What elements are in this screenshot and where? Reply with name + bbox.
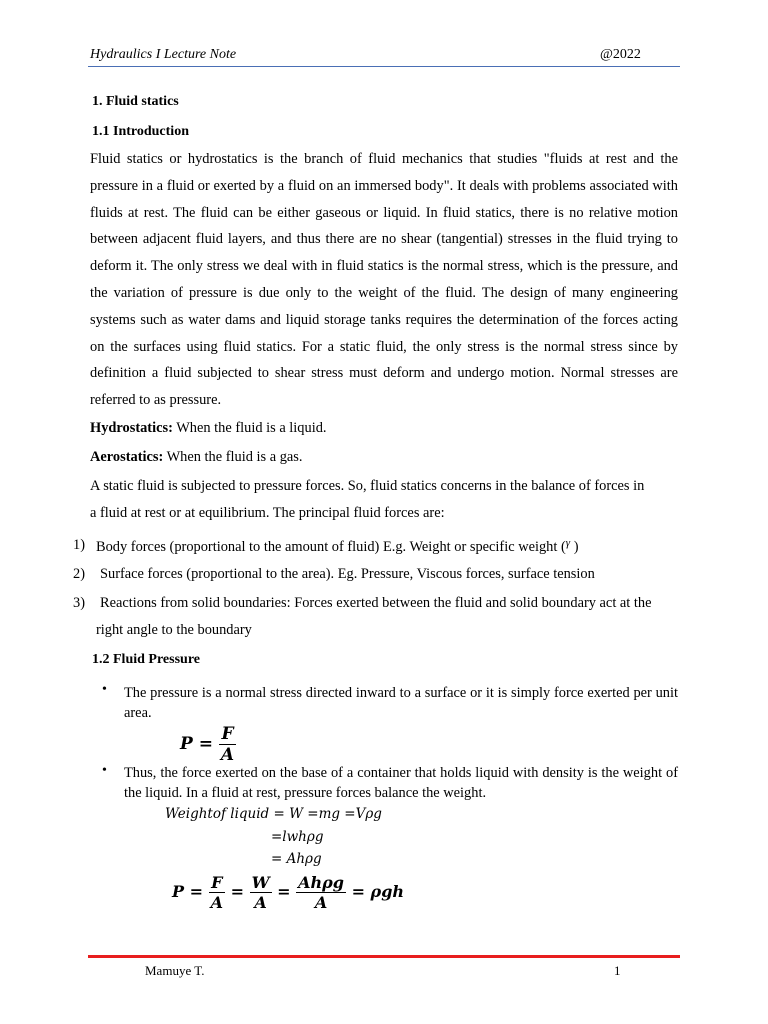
eq-numerator-f: F	[221, 724, 234, 744]
aerostatics-definition	[90, 449, 302, 466]
list-item-surface-forces: Surface forces (proportional to the area). Eg. Pressure, Viscous forces, surface tension	[100, 566, 595, 582]
eq-numerator-ahrg: Ahρg	[298, 873, 344, 892]
intro-paragraph: Fluid statics or hydrostatics is the branch of fluid mechanics that studies "fluids at rest and the pressure in a fluid or exerted by a fluid on an immersed body". It deals with problems associated with fluids at rest. The fluid can be either gaseous or liquid. In fluid statics, there is no relative motion between adjacent fluid layers, and thus there are no shear (tangential) stresses in the fluid trying to deform it. The only stress we deal with in fluid statics is the normal stress, which is the pressure, and the variation of pressure is due only to the weight of the fluid. The design of many engineering systems such as water dams and liquid storage tanks requires the determination of the forces acting on the surfaces using fluid statics. For a static fluid, the only stress is the normal stress since by definition a fluid subjected to shear stress must deform and undergo motion. Normal stresses are referred to as pressure.	[90, 151, 678, 409]
list-item-body-forces	[96, 537, 579, 556]
list-item-reactions-cont: right angle to the boundary	[96, 622, 252, 638]
list-item-reactions: Reactions from solid boundaries: Forces exerted between the fluid and solid boundary act at the	[100, 595, 652, 611]
equation-weight-line-2: =lwhρg	[271, 829, 324, 845]
header-divider	[88, 66, 680, 67]
eq-denominator-a: A	[210, 893, 224, 912]
eq-equals: =	[189, 882, 204, 901]
fluid-pressure-heading: 1.2 Fluid Pressure	[92, 652, 200, 667]
intro-heading: 1.1 Introduction	[92, 124, 189, 139]
list-number: 1)	[73, 537, 85, 553]
aerostatics-text: When the fluid is a gas.	[163, 449, 303, 465]
aerostatics-term: Aerostatics:	[90, 449, 164, 465]
eq-denominator-a: A	[296, 892, 346, 912]
list-number: 2)	[73, 566, 85, 582]
eq-denominator-a: A	[250, 892, 272, 912]
bullet-icon: •	[102, 682, 107, 697]
eq-equals: =	[277, 882, 291, 901]
footer-divider	[88, 955, 680, 958]
header-date: @2022	[600, 47, 641, 62]
hydrostatics-term: Hydrostatics:	[90, 420, 173, 436]
equation-weight-line-3: = Ahρg	[271, 851, 322, 867]
bullet-text-1: The pressure is a normal stress directed inward to a surface or it is simply force exerted per unit area.	[124, 685, 678, 721]
equation-weight-line-1: Weightof liquid = W =mg =Vρg	[165, 806, 382, 822]
list-number: 3)	[73, 595, 85, 611]
eq-p: P	[172, 882, 185, 901]
section-heading: 1. Fluid statics	[92, 94, 179, 109]
header-title: Hydraulics I Lecture Note	[90, 47, 237, 62]
eq-fraction-f-over-a	[219, 724, 236, 765]
eq-fraction-w-over-a	[250, 873, 272, 912]
eq-fraction-f-over-a	[209, 873, 225, 912]
list-item-text: Body forces (proportional to the amount of fluid) E.g. Weight or specific weight (	[96, 539, 566, 555]
static-fluid-line-2: a fluid at rest or at equilibrium. The principal fluid forces are:	[90, 505, 445, 521]
page-number: 1	[614, 963, 621, 978]
hydrostatics-text: When the fluid is a liquid.	[172, 420, 327, 436]
gamma-symbol: γ	[565, 537, 571, 549]
eq-numerator-w: W	[251, 873, 270, 892]
static-fluid-line-1: A static fluid is subjected to pressure forces. So, fluid statics concerns in the balance of forces in	[90, 478, 645, 494]
list-item-tail: )	[570, 539, 579, 555]
eq-equals: =	[230, 882, 244, 901]
equation-pressure-chain	[172, 873, 404, 912]
bullet-text-2: Thus, the force exerted on the base of a container that holds liquid with density is the weight of the liquid. In a fluid at rest, pressure forces balance the weight.	[124, 765, 678, 801]
footer-author: Mamuye T.	[145, 963, 205, 978]
eq-rgh: ρgh	[370, 882, 405, 901]
hydrostatics-definition	[90, 420, 327, 437]
eq-equals: =	[198, 734, 213, 754]
eq-equals: =	[351, 882, 365, 901]
eq-numerator-f: F	[211, 873, 223, 892]
eq-fraction-ahrg-over-a	[296, 873, 346, 912]
bullet-icon: •	[102, 763, 107, 778]
eq-denominator-a: A	[220, 745, 235, 765]
eq-p: P	[180, 734, 193, 754]
equation-pressure	[180, 724, 236, 765]
